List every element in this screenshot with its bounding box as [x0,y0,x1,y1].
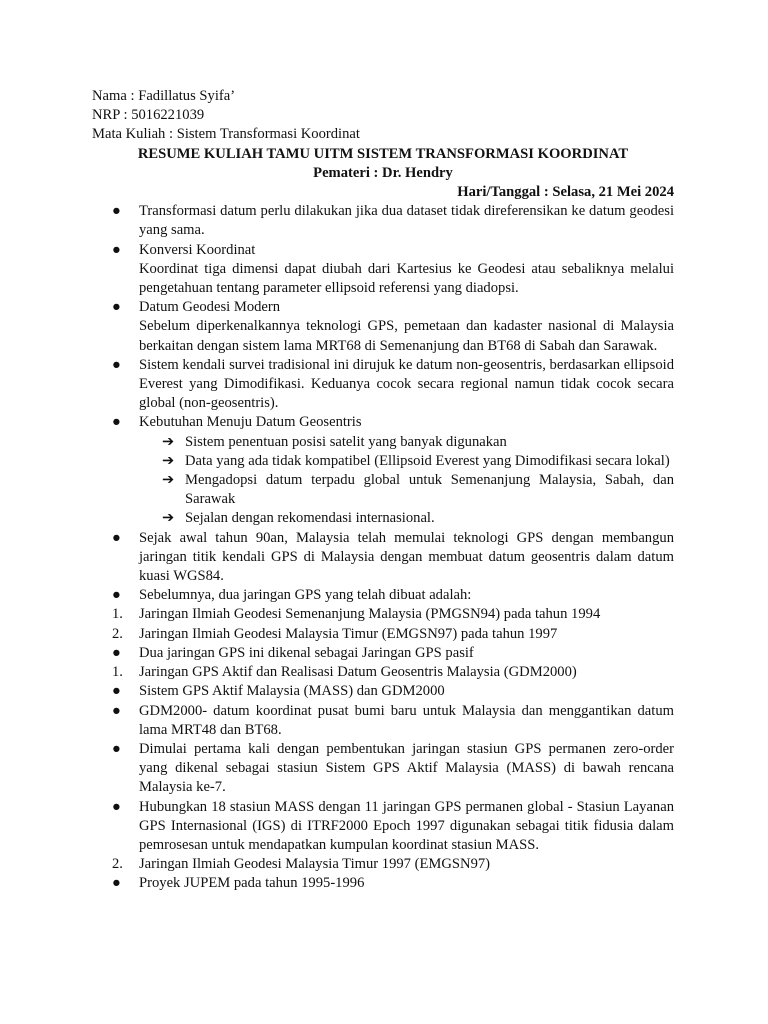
arrow-bullet-icon: ➔ [162,510,175,527]
list-item-paragraph: Koordinat tiga dimensi dapat diubah dari Kartesius ke Geodesi atau sebaliknya melalui pengetahuan tentang parameter ellipsoid referensi yang diadopsi. [139,260,674,297]
bullet-icon: ● [112,798,121,815]
list-item-paragraph: Sebelum diperkenalkannya teknologi GPS, pemetaan dan kadaster nasional di Malaysia berkaitan dengan sistem lama MRT68 di Semenanjung dan BT68 di Sabah dan Sarawak. [139,318,674,354]
list-item-paragraph: Jaringan Ilmiah Geodesi Malaysia Timur (EMGSN97) pada tahun 1997 [139,625,558,642]
list-item-paragraph: Jaringan Ilmiah Geodesi Semenanjung Malaysia (PMGSN94) pada tahun 1994 [139,606,601,623]
list-item-text [139,874,674,893]
list-item-paragraph: Hubungkan 18 stasiun MASS dengan 11 jaringan GPS permanen global - Stasiun Layanan GPS Internasional (IGS) di ITRF2000 Epoch 1997 digunakan sebagai titik fidusia dalam pemrosesan untuk mendapatkan kumpulan koordinat stasiun MASS. [139,798,674,853]
list-item [92,702,674,740]
list-item-paragraph: Dua jaringan GPS ini dikenal sebagai Jaringan GPS pasif [139,644,474,661]
bullet-icon: ● [112,299,121,316]
bullet-icon: ● [112,529,121,546]
list-item-paragraph: Jaringan GPS Aktif dan Realisasi Datum Geosentris Malaysia (GDM2000) [139,664,577,681]
list-item-paragraph: GDM2000- datum koordinat pusat bumi baru untuk Malaysia dan menggantikan datum lama MRT48 dan BT68. [139,702,674,738]
date-line: Hari/Tanggal : Selasa, 21 Mei 2024 [457,184,674,201]
student-name: Nama : Fadillatus Syifa’ [92,88,236,104]
list-item-text [139,241,674,299]
list-item-paragraph: Sistem penentuan posisi satelit yang banyak digunakan [185,433,507,450]
list-item-text [139,740,674,798]
list-item-text [139,682,674,701]
list-item [92,413,674,432]
bullet-icon: ● [112,875,121,892]
list-item-text [139,413,674,432]
list-item-heading: Konversi Koordinat [139,241,256,258]
list-item-paragraph: Sejalan dengan rekomendasi internasional. [185,510,435,527]
list-number: 2. [112,625,123,642]
sub-list-item [92,452,674,471]
list-item-text [139,298,674,356]
list-number: 2. [112,856,123,873]
sub-list-item [92,509,674,528]
list-item-paragraph: Sejak awal tahun 90an, Malaysia telah memulai teknologi GPS dengan membangun jaringan titik kendali GPS di Malaysia dengan membuat datum geosentris dalam datum kuasi WGS84. [139,529,674,585]
list-item-text [185,433,674,452]
list-item-text [139,663,674,682]
list-item [92,605,674,624]
list-item [92,202,674,240]
list-item [92,798,674,856]
bullet-icon: ● [112,414,121,431]
student-nrp: NRP : 5016221039 [92,107,205,124]
bullet-icon: ● [112,740,121,757]
list-item-text [139,356,674,414]
bullet-icon: ● [112,644,121,661]
list-item-paragraph: Jaringan Ilmiah Geodesi Malaysia Timur 1997 (EMGSN97) [139,856,491,873]
list-item-text [139,202,674,240]
sub-list-item [92,433,674,452]
list-item [92,356,674,414]
arrow-bullet-icon: ➔ [162,433,175,450]
list-item-paragraph: Proyek JUPEM pada tahun 1995-1996 [139,875,365,892]
list-item [92,644,674,663]
arrow-bullet-icon: ➔ [162,472,175,489]
list-item-text [185,471,674,509]
list-item [92,241,674,299]
list-item [92,874,674,893]
speaker-line: Pemateri : Dr. Hendry [313,164,453,181]
list-item-paragraph: Sistem GPS Aktif Malaysia (MASS) dan GDM2000 [139,683,445,700]
list-item [92,682,674,701]
list-item [92,529,674,587]
list-item [92,625,674,644]
list-item-paragraph: Sebelumnya, dua jaringan GPS yang telah dibuat adalah: [139,587,472,604]
bullet-icon: ● [112,241,121,258]
bullet-icon: ● [112,203,121,220]
list-item-heading: Datum Geodesi Modern [139,299,281,316]
list-item [92,298,674,356]
list-item-text [139,702,674,740]
list-item-text [139,529,674,587]
arrow-bullet-icon: ➔ [162,452,175,469]
list-item-text [139,625,674,644]
list-item [92,663,674,682]
bullet-icon: ● [112,683,121,700]
document-title: RESUME KULIAH TAMU UITM SISTEM TRANSFORMASI KOORDINAT [137,145,629,162]
list-item-paragraph: Kebutuhan Menuju Datum Geosentris [139,414,362,431]
list-item [92,855,674,874]
list-number: 1. [112,606,123,623]
bullet-icon: ● [112,587,121,604]
list-item-text [139,855,674,874]
course-name: Mata Kuliah : Sistem Transformasi Koordinat [92,126,360,143]
list-item-paragraph: Data yang ada tidak kompatibel (Ellipsoid Everest yang Dimodifikasi secara lokal) [185,452,670,469]
list-item [92,740,674,798]
list-item-paragraph: Sistem kendali survei tradisional ini dirujuk ke datum non-geosentris, berdasarkan ellipsoid Everest yang Dimodifikasi. Keduanya cocok secara regional namun tidak cocok secara global (non-geosentris). [139,356,674,412]
resume-list [92,202,674,893]
list-number: 1. [112,664,123,681]
list-item-text [139,798,674,856]
list-item-text [139,586,674,605]
bullet-icon: ● [112,356,121,373]
list-item [92,586,674,605]
list-item-paragraph: Transformasi datum perlu dilakukan jika dua dataset tidak direferensikan ke datum geodesi yang sama. [139,203,674,239]
bullet-icon: ● [112,702,121,719]
document-content [92,87,674,894]
list-item-text [185,452,674,471]
list-item-text [139,605,674,624]
list-item-text [185,509,674,528]
list-item-paragraph: Mengadopsi datum terpadu global untuk Semenanjung Malaysia, Sabah, dan Sarawak [185,472,674,508]
sub-list-item [92,471,674,509]
list-item-paragraph: Dimulai pertama kali dengan pembentukan jaringan stasiun GPS permanen zero-order yang dikenal sebagai stasiun Sistem GPS Aktif Malaysia (MASS) di bawah rencana Malaysia ke-7. [139,740,674,796]
list-item-text [139,644,674,663]
